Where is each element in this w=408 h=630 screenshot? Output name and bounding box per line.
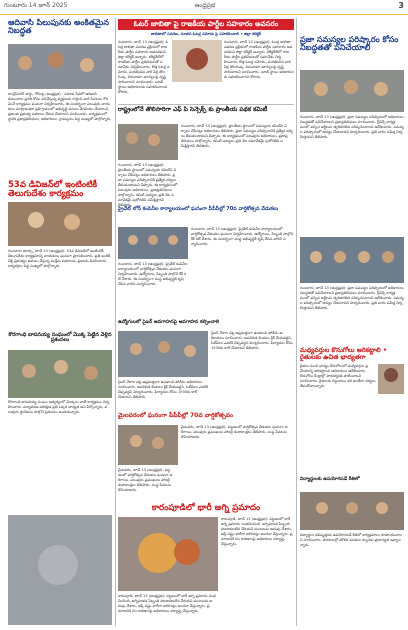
masthead-date: గుంటూరు 14 జూన్ 2025 xyxy=(4,2,68,9)
page-number: 3 xyxy=(398,1,404,10)
a12-photo xyxy=(300,492,404,530)
a2-body: గుంటూరు తూర్పు, జూన్ 13 (ఆంధ్రప్రభ): 53వ డివిజన్‌లో ఇంటింటికీ తెలుగుదేశం కార్యక్రమాన్ని నాయకులు ఘనంగా ప్రారంభించారు. ప్రతి ఇంటికి వెళ్లి ప్రభుత్వం అమలు చేస్తున్న సంక్షేమ పథకాలను ప్రజలకు వివరించారు. కార్యకర్తలు పెద్ద సంఖ్యలో పాల్గొన్నారు. xyxy=(8,249,111,268)
a4-banner: ఓటర్ జాబితా పై రాజకీయ పార్టీల సహకారం అవసరం xyxy=(118,19,294,30)
a4-body-2: గుంటూరు, జూన్ 13 (ఆంధ్రప్రభ): ఓటర్ల జాబితా సవరణ ప్రక్రియలో రాజకీయ పార్టీల సహకారం అవసరమని జిల్లా కలెక్టర్ అన్నారు. కలెక్టరేట్‌లో రాజకీయ పార్టీల ప్రతినిధులతో సమావేశం నిర్వహించారు. కొత్త ఓటర్ల నమోదు, మరణించిన వారి పేర్ల తొలగింపు, చిరునామా మార్పులపై దృష్టి సారించాలని సూచించారు. బూత్ స్థాయి అధికారులకు సహకరించాలని కోరారు. xyxy=(224,40,294,79)
a9-photo xyxy=(118,517,218,591)
a6-photo xyxy=(118,227,188,259)
a3-photo-2 xyxy=(8,515,112,625)
a5-body-2: గుంటూరు, జూన్ 13 (ఆంధ్రప్రభ): ప్రాంతీయ స్థాయిలో సమన్వయ కమిటీని ఏర్పాటు చేసినట్లు అధికారులు తెలిపారు. ప్రజా సమస్యల పరిష్కారానికి ప్రత్యేక చర్యలు తీసుకుంటామని చెప్పారు. ఈ కార్యక్రమంలో పలువురు అధికారులు, ప్రజాప్రతినిధులు పాల్గొన్నారు. కమిటీ సభ్యులు ప్రతి నెల సమావేశమై పురోగతిని సమీక్షిస్తారని తెలిపారు. xyxy=(118,163,178,207)
a5-headline: రాష్ట్రంలోనే తొలిసారిగా ఎఫ్ పి సెన్సెక్స్ కు ప్రాంతీయ పథక కమిటీ xyxy=(118,106,268,113)
a10-headline: ప్రజా సమస్యల పరిష్కారం కోసం నిబద్ధతతో పనిచేయాలి xyxy=(300,35,399,53)
a8-body: మైలవరం, జూన్ 13 (ఆంధ్రప్రభ): పట్టణంలో వార్షికోత్సవ వేడుకలు ఘనంగా జరిగాయి. పలువురు ప్రముఖులు హాజరై శుభాకాంక్షలు తెలిపారు. సంస్థ సేవలను కొనియాడారు. xyxy=(181,425,288,439)
a3-headline: కొరగాంధి బాపనయ్య సంఘంలో మొక్క పెట్టిన వెళ్లిన ప్రశంసలు xyxy=(8,332,112,344)
a11-photo xyxy=(378,364,404,394)
a8-headline: మైలవరంలో ఘనంగా పీపీపీ‌ల్లో 70వ వార్షికోత్సవం xyxy=(118,412,234,419)
a10-body: గుంటూరు, జూన్ 13 (ఆంధ్రప్రభ): ప్రజా సమస్యల పరిష్కారంలో అధికారులు నిబద్ధతతో పనిచేయాలని ప్రజాప్రతినిధులు సూచించారు. గ్రీవెన్స్ కార్యక్రమంలో వచ్చిన అర్జీలను త్వరితగతిన పరిష్కరించాలని ఆదేశించారు. సమస్యల పరిష్కారంలో జాప్యం చేయరాదని హెచ్చరించారు. ప్రతి వారం సమీక్ష నిర్వహిస్తామని తెలిపారు. xyxy=(300,115,404,139)
masthead-bar xyxy=(0,0,408,15)
a10-photo-2 xyxy=(300,237,404,283)
a7-body: సైబర్ నేరాల పట్ల అప్రమత్తంగా ఉండాలని పోలీసు అధికారులు సూచించారు. అపరిచిత లింకులు క్లిక్ చేయవద్దని, ఓటీపీలు ఎవరికీ చెప్పవద్దని హెచ్చరించారు. ఫిర్యాదుల కోసం 1930కు కాల్ చేయాలని తెలిపారు. xyxy=(211,331,293,350)
a5-photo xyxy=(118,124,178,160)
a4-subhead: జాబితాలో సవరణ, నూతన ఓటర్ల నమోదు పై సహకరించాలి • జిల్లా కలెక్టర్ xyxy=(150,31,262,36)
a12-headline: విద్యార్థులకు ఉపయోగపడే రీతిలో xyxy=(300,477,360,482)
a3-photo xyxy=(8,350,112,398)
column-divider-2 xyxy=(296,18,297,626)
a9-body-2: కారంపూడి, జూన్ 13 (ఆంధ్రప్రభ): పట్టణంలో భారీ అగ్ని ప్రమాదం సంభవించింది. అగ్నిమాపక సిబ్బంది హుటాహుటిన చేరుకుని మంటలను అదుపు చేశారు. ఆస్తి నష్టం భారీగా జరిగినట్లు అంచనా వేస్తున్నారు. ప్రమాదానికి గల కారణాలపై అధికారులు దర్యాప్తు చేస్తున్నారు. xyxy=(118,594,216,613)
a2-photo xyxy=(8,202,112,246)
a10-photo xyxy=(300,70,404,112)
a4-body: గుంటూరు, జూన్ 13 (ఆంధ్రప్రభ): ఓటర్ల జాబితా సవరణ ప్రక్రియలో రాజకీయ పార్టీల సహకారం అవసరమని జిల్లా కలెక్టర్ అన్నారు. కలెక్టరేట్‌లో రాజకీయ పార్టీల ప్రతినిధులతో సమావేశం నిర్వహించారు. కొత్త ఓటర్ల నమోదు, మరణించిన వారి పేర్ల తొలగింపు, చిరునామా మార్పులపై దృష్టి సారించాలని సూచించారు. బూత్ స్థాయి అధికారులకు సహకరించాలని కోరారు. xyxy=(118,40,170,94)
a12-body: విద్యార్థుల భవిష్యత్తుకు ఉపయోగపడే రీతిలో కార్యక్రమాలు రూపొందించాలని సూచించారు. పాఠశాలల్లో మౌలిక వసతుల కల్పనకు ప్రాధాన్యత ఇవ్వాలన్నారు. xyxy=(300,533,402,547)
center-divider xyxy=(118,104,294,105)
a2-headline: 53వ డివిజన్‌లో ఇంటింటికీ తెలుగుదేశం కార్యక్రమం xyxy=(8,180,98,199)
a10-body-2: గుంటూరు, జూన్ 13 (ఆంధ్రప్రభ): ప్రజా సమస్యల పరిష్కారంలో అధికారులు నిబద్ధతతో పనిచేయాలని ప్రజాప్రతినిధులు సూచించారు. గ్రీవెన్స్ కార్యక్రమంలో వచ్చిన అర్జీలను త్వరితగతిన పరిష్కరించాలని ఆదేశించారు. సమస్యల పరిష్కారంలో జాప్యం చేయరాదని హెచ్చరించారు. ప్రతి వారం సమీక్ష నిర్వహిస్తామని తెలిపారు. xyxy=(300,286,404,310)
a6-body-2: గుంటూరు, జూన్ 13 (ఆంధ్రప్రభ): ప్రైవేట్ కంపెనీల కార్యాలయంలో వార్షికోత్సవ వేడుకలు ఘనంగా నిర్వహించారు. ఉద్యోగులు, సిబ్బంది పాల్గొని కేక్ కట్ చేశారు. ఈ సందర్భంగా సంస్థ అభివృద్ధికి కృషి చేసిన వారిని సన్మానించారు. xyxy=(118,262,188,286)
a7-photo xyxy=(118,331,208,377)
a1-body: కాంగ్రెస్‌నగర్ వార్డు, గోరంట్ల (ఆంధ్రప్రభ) : సమాజ సేవలో ఆదివాసి కుటుంబాల ప్రగతి కోసం పనిచేస్తున్న వ్యక్తులను గుర్తించి వారి సేవలను గౌరవించే కార్యక్రమం ఘనంగా నిర్వహించారు. ఈ సందర్భంగా పలువురు నాయకులు మాట్లాడుతూ ప్రతి గ్రామంలో అభివృద్ధి పనులు వేగవంతం చేయాలని, ప్రజలకు ప్రభుత్వ పథకాలు చేరువ చేయాలని సూచించారు. కార్యక్రమంలో స్థానిక ప్రజాప్రతినిధులు, అధికారులు, గ్రామస్తులు పెద్ద సంఖ్యలో పాల్గొన్నారు. xyxy=(8,92,112,121)
a11-body: రైతుల నుంచి ధాన్యం కొనుగోలులో మధ్యవర్తుల ప్రమేయాన్ని అరికట్టాలని అధికారులు ఆదేశించారు. కొనుగోలు కేంద్రాల్లో పారదర్శకత పాటించాలని సూచించారు. రైతులకు గిట్టుబాటు ధర అందేలా చర్యలు తీసుకోవాలన్నారు. xyxy=(300,364,376,388)
a8-body-2: మైలవరం, జూన్ 13 (ఆంధ్రప్రభ): పట్టణంలో వార్షికోత్సవ వేడుకలు ఘనంగా జరిగాయి. పలువురు ప్రముఖులు హాజరై శుభాకాంక్షలు తెలిపారు. సంస్థ సేవలను కొనియాడారు. xyxy=(118,468,173,492)
a5-body: గుంటూరు, జూన్ 13 (ఆంధ్రప్రభ): ప్రాంతీయ స్థాయిలో సమన్వయ కమిటీని ఏర్పాటు చేసినట్లు అధికారులు తెలిపారు. ప్రజా సమస్యల పరిష్కారానికి ప్రత్యేక చర్యలు తీసుకుంటామని చెప్పారు. ఈ కార్యక్రమంలో పలువురు అధికారులు, ప్రజాప్రతినిధులు పాల్గొన్నారు. కమిటీ సభ్యులు ప్రతి నెల సమావేశమై పురోగతిని సమీక్షిస్తారని తెలిపారు. xyxy=(181,124,293,148)
a1-photo xyxy=(8,44,112,89)
a6-body: గుంటూరు, జూన్ 13 (ఆంధ్రప్రభ): ప్రైవేట్ కంపెనీల కార్యాలయంలో వార్షికోత్సవ వేడుకలు ఘనంగా నిర్వహించారు. ఉద్యోగులు, సిబ్బంది పాల్గొని కేక్ కట్ చేశారు. ఈ సందర్భంగా సంస్థ అభివృద్ధికి కృషి చేసిన వారిని సన్మానించారు. xyxy=(191,227,294,246)
a9-body: కారంపూడి, జూన్ 13 (ఆంధ్రప్రభ): పట్టణంలో భారీ అగ్ని ప్రమాదం సంభవించింది. అగ్నిమాపక సిబ్బంది హుటాహుటిన చేరుకుని మంటలను అదుపు చేశారు. ఆస్తి నష్టం భారీగా జరిగినట్లు అంచనా వేస్తున్నారు. ప్రమాదానికి గల కారణాలపై అధికారులు దర్యాప్తు చేస్తున్నారు. xyxy=(221,517,293,546)
column-divider-1 xyxy=(115,18,116,626)
a6-headline: ప్రైవేట్ లోన్ కంపెనీల కార్యాలయంలో ఘనంగా పీపీపీ‌ల్లో 70వ వార్షికోత్సవ వేడుకలు xyxy=(118,206,279,212)
a8-photo xyxy=(118,425,178,465)
a4-photo xyxy=(172,40,222,82)
a7-body-2: సైబర్ నేరాల పట్ల అప్రమత్తంగా ఉండాలని పోలీసు అధికారులు సూచించారు. అపరిచిత లింకులు క్లిక్ చేయవద్దని, ఓటీపీలు ఎవరికీ చెప్పవద్దని హెచ్చరించారు. ఫిర్యాదుల కోసం 1930కు కాల్ చేయాలని తెలిపారు. xyxy=(118,380,209,399)
a7-headline: ఉద్యోగులలో సైబర్ అవగాహనపై అవగాహన కల్పించాలి xyxy=(118,320,220,325)
a1-headline: ఆదివాసి పిలుపునకు అంకితమైన నిబద్ధత xyxy=(8,18,109,36)
a11-headline: మధ్యవర్తుల కొనుగోలు అరికట్టాలి • రైతులకు ఉచిత భాద్యతగా xyxy=(300,346,387,361)
masthead-edition: ఆంధ్రప్రభ xyxy=(194,2,216,9)
a9-headline: కారంపూడిలో భారీ అగ్ని ప్రమాదం xyxy=(151,503,261,513)
a3-body: కొరగాంధి బాపనయ్య సంఘం ఆధ్వర్యంలో మొక్కలు నాటే కార్యక్రమం నిర్వహించారు. పర్యావరణ పరిరక్షణ ప్రతి ఒక్కరి బాధ్యత అని పేర్కొన్నారు. పలువురు స్థానికులు పాల్గొని ప్రశంసలు అందుకున్నారు. xyxy=(8,400,110,414)
